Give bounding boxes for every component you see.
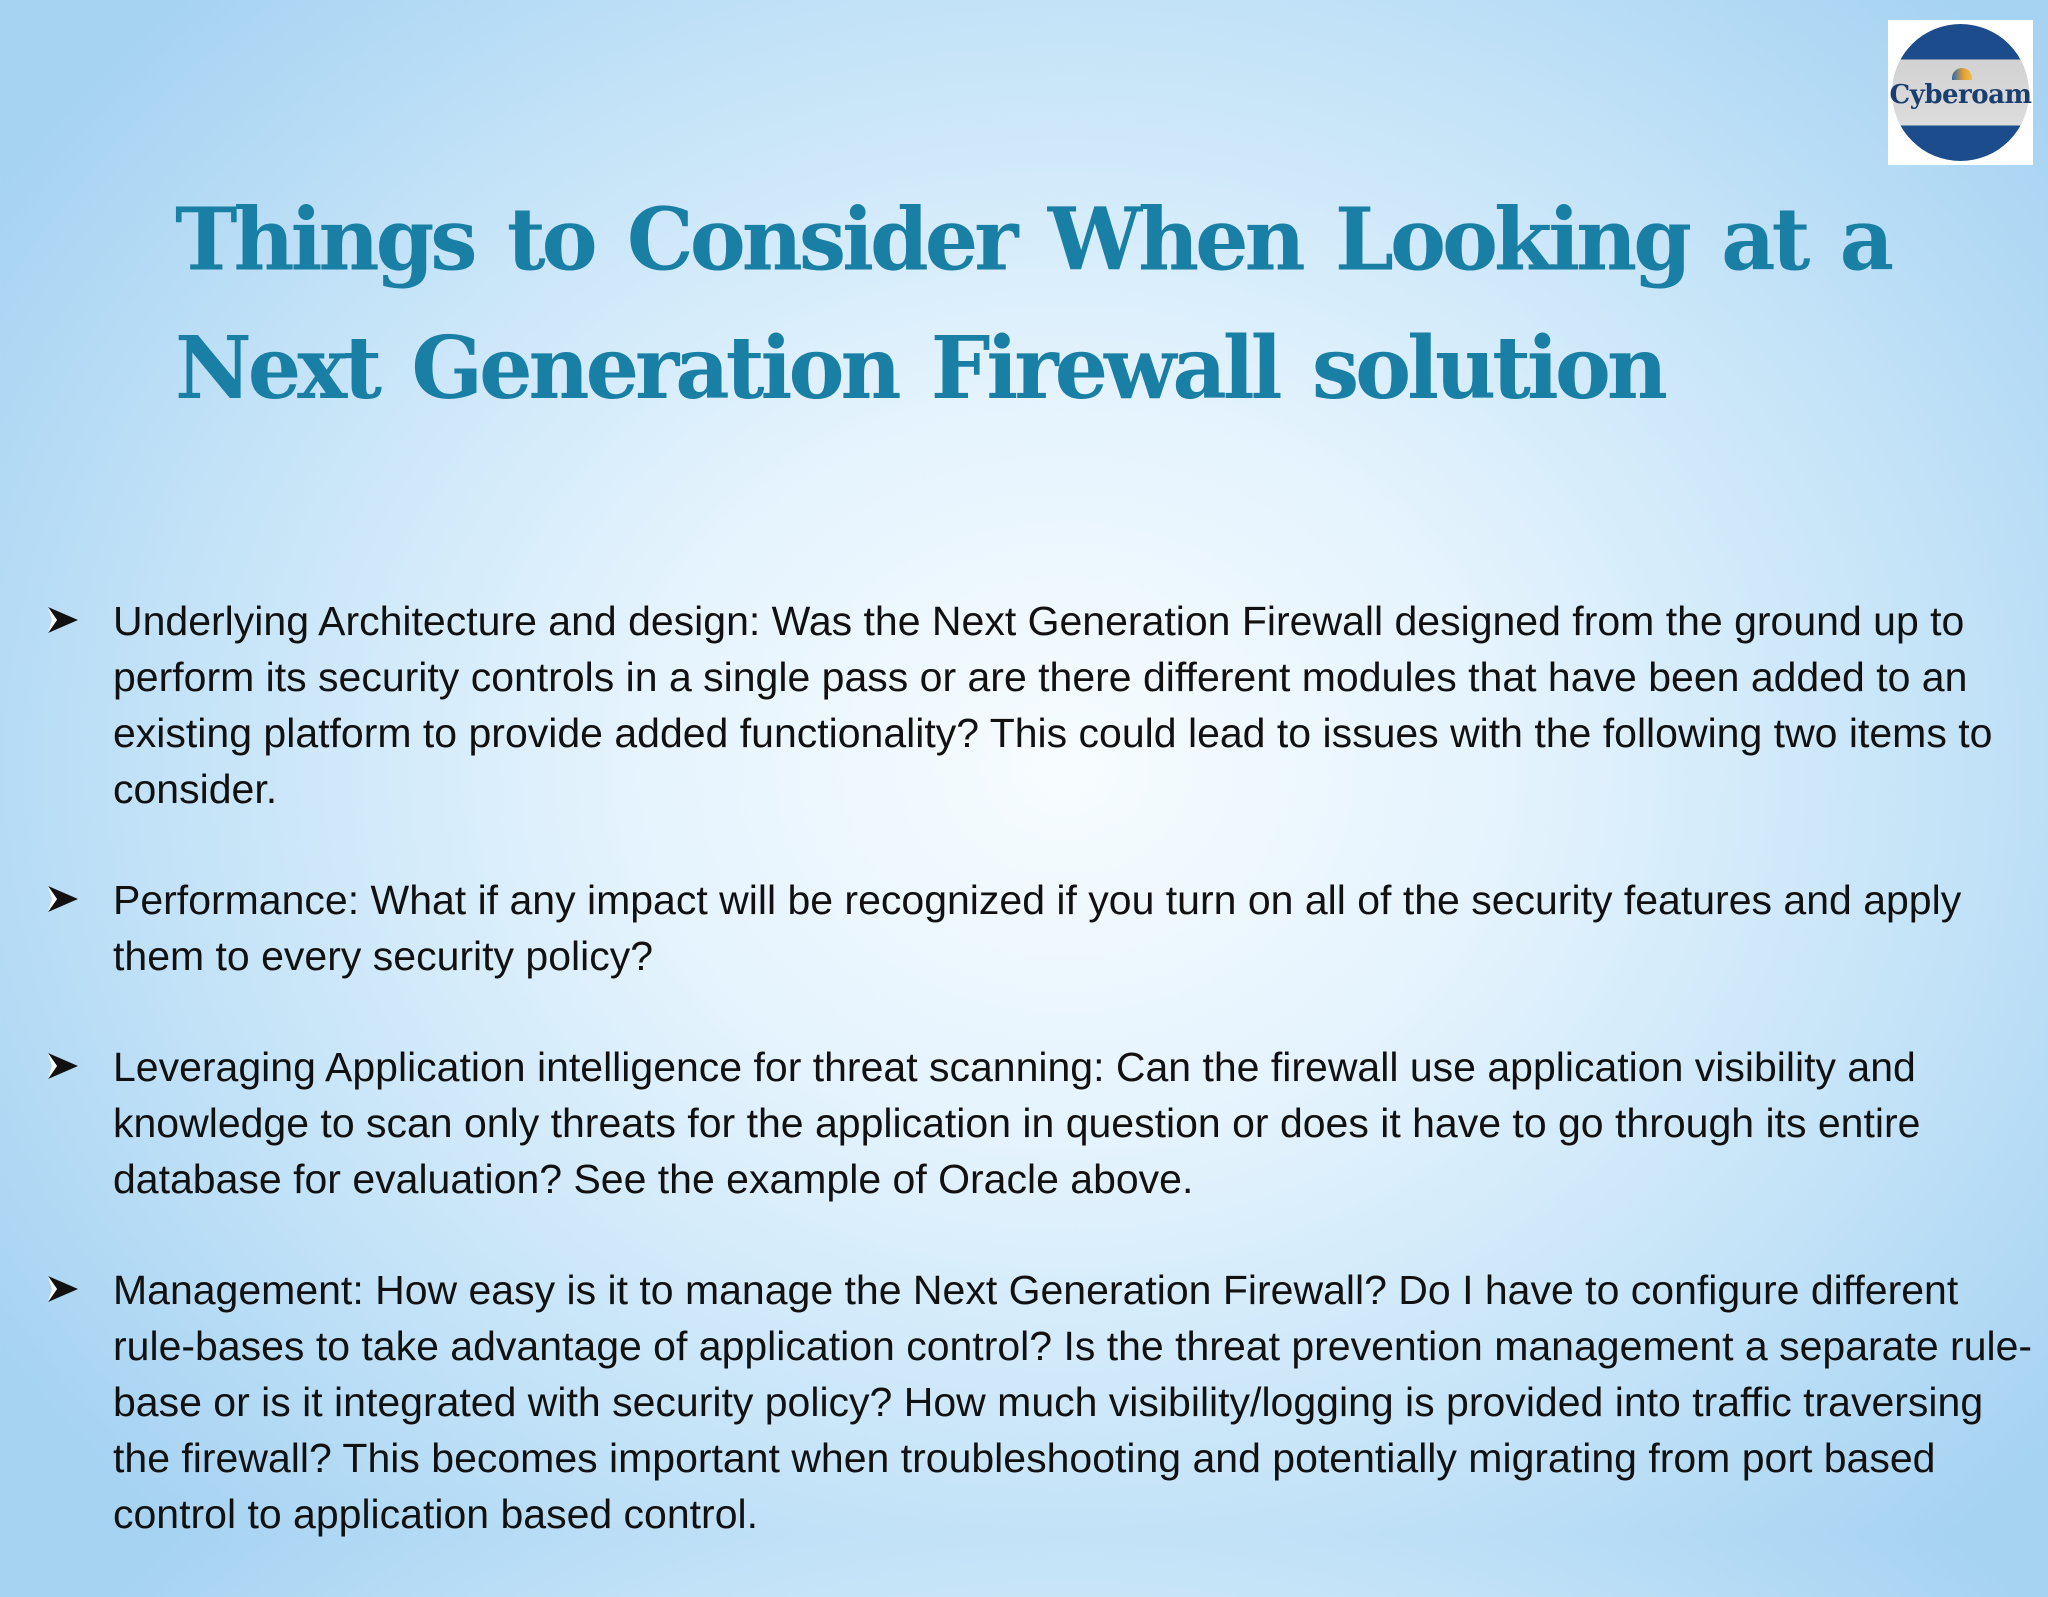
bullet-list <box>0 593 2048 1597</box>
arrowhead-bullet-icon <box>46 1051 80 1081</box>
bullet-item-management <box>0 1262 2033 1542</box>
arrowhead-bullet-icon <box>46 1274 80 1304</box>
bullet-item-architecture <box>0 593 2033 817</box>
bullet-text: Performance: What if any impact will be recognized if you turn on all of the security features and apply them to every security policy? <box>113 877 1962 979</box>
bullet-text: Leveraging Application intelligence for threat scanning: Can the firewall use application visibility and knowledge to scan only threats for the application in question or does it have to go through its entire database for evaluation? See the example of Oracle above. <box>113 1044 1921 1202</box>
bullet-item-application-intelligence <box>0 1039 2033 1207</box>
arrowhead-bullet-icon <box>46 605 80 635</box>
bullet-text: Management: How easy is it to manage the Next Generation Firewall? Do I have to configure different rule-bases to take advantage of application control? Is the threat prevention management a separate rule-base or is it integrated with security policy? How much visibility/logging is provided into traffic traversing the firewall? This becomes important when troubleshooting and potentially migrating from port based control to application based control. <box>113 1267 2033 1537</box>
logo-text: Cyberoam <box>1889 80 2032 110</box>
arrowhead-bullet-icon <box>46 884 80 914</box>
bullet-item-performance <box>0 872 2033 984</box>
slide-title: Things to Consider When Looking at a Next Generation Firewall solution <box>175 188 1891 419</box>
bullet-text: Underlying Architecture and design: Was the Next Generation Firewall designed from the ground up to perform its security controls in a single pass or are there different modules that have been added to an existing platform to provide added functionality? This could lead to issues with the following two items to consider. <box>113 598 1993 812</box>
cyberoam-logo <box>1888 20 2033 165</box>
